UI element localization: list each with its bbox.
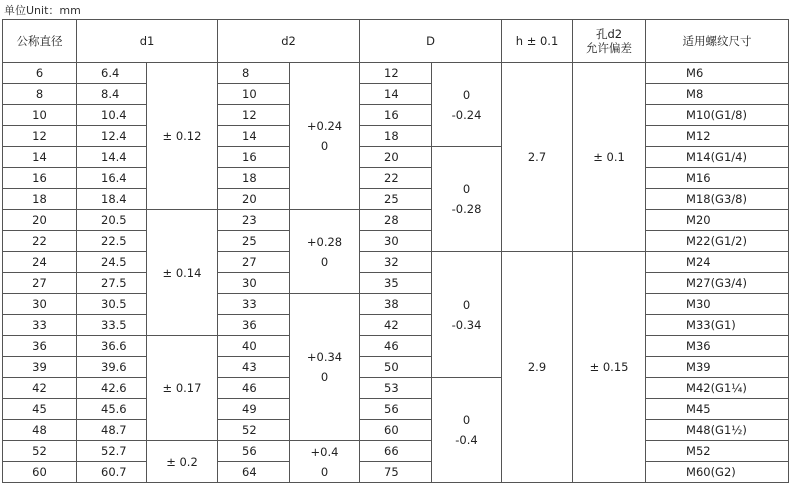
table-row <box>3 378 789 399</box>
d2-tolerance-cell-upper: +0.4 <box>310 444 339 459</box>
D-tolerance-cell-lower: -0.24 <box>451 107 482 122</box>
table-row <box>3 399 789 420</box>
d2-cell: 30 <box>218 273 290 294</box>
header-thread: 适用螺纹尺寸 <box>646 20 789 63</box>
thread-cell: M52 <box>646 441 789 462</box>
d1-cell: 6.4 <box>77 63 147 84</box>
D-tolerance-cell-lower: -0.4 <box>455 433 478 447</box>
d2-tolerance-cell-lower: 0 <box>320 464 329 479</box>
d2-cell: 56 <box>218 441 290 462</box>
header-hole-tolerance <box>573 20 646 63</box>
D-cell: 56 <box>360 399 432 420</box>
d2-cell: 12 <box>218 105 290 126</box>
D-cell: 28 <box>360 210 432 231</box>
d2-cell: 23 <box>218 210 290 231</box>
D-cell: 18 <box>360 126 432 147</box>
D-cell: 20 <box>360 147 432 168</box>
d2-cell: 46 <box>218 378 290 399</box>
thread-cell: M36 <box>646 336 789 357</box>
d1-cell: 8.4 <box>77 84 147 105</box>
hole-tolerance-cell: ± 0.15 <box>573 252 646 483</box>
d1-cell: 39.6 <box>77 357 147 378</box>
header-d1: d1 <box>77 20 218 63</box>
d1-tolerance-cell: ± 0.14 <box>147 210 218 336</box>
d2-cell: 8 <box>218 63 290 84</box>
D-cell: 50 <box>360 357 432 378</box>
d1-cell: 30.5 <box>77 294 147 315</box>
table-row <box>3 63 789 84</box>
D-tolerance-cell <box>432 63 502 147</box>
table-row <box>3 168 789 189</box>
D-cell: 16 <box>360 105 432 126</box>
d2-cell: 10 <box>218 84 290 105</box>
hole-tolerance-cell: ± 0.1 <box>573 63 646 252</box>
table-row <box>3 189 789 210</box>
header-hole-line1: 孔d2 <box>595 27 623 41</box>
header-hole-line2: 允许偏差 <box>586 41 633 55</box>
D-tolerance-cell-upper: 0 <box>462 182 471 196</box>
nominal-cell: 52 <box>3 441 77 462</box>
nominal-cell: 8 <box>3 84 77 105</box>
thread-cell: M27(G3/4) <box>646 273 789 294</box>
d2-cell: 33 <box>218 294 290 315</box>
table-row <box>3 462 789 483</box>
nominal-cell: 6 <box>3 63 77 84</box>
d2-cell: 25 <box>218 231 290 252</box>
table-row <box>3 84 789 105</box>
nominal-cell: 30 <box>3 294 77 315</box>
d2-cell: 18 <box>218 168 290 189</box>
nominal-cell: 48 <box>3 420 77 441</box>
d1-cell: 10.4 <box>77 105 147 126</box>
d1-cell: 27.5 <box>77 273 147 294</box>
d1-cell: 45.6 <box>77 399 147 420</box>
thread-cell: M45 <box>646 399 789 420</box>
table-row <box>3 315 789 336</box>
d1-cell: 22.5 <box>77 231 147 252</box>
D-tolerance-cell <box>432 252 502 378</box>
table-row <box>3 126 789 147</box>
table-row <box>3 441 789 462</box>
nominal-cell: 60 <box>3 462 77 483</box>
thread-cell: M30 <box>646 294 789 315</box>
d1-cell: 20.5 <box>77 210 147 231</box>
h-cell: 2.9 <box>502 252 573 483</box>
nominal-cell: 16 <box>3 168 77 189</box>
header-row <box>3 20 789 63</box>
D-cell: 60 <box>360 420 432 441</box>
nominal-cell: 22 <box>3 231 77 252</box>
thread-cell: M20 <box>646 210 789 231</box>
D-cell: 25 <box>360 189 432 210</box>
nominal-cell: 27 <box>3 273 77 294</box>
nominal-cell: 36 <box>3 336 77 357</box>
D-cell: 12 <box>360 63 432 84</box>
thread-cell: M12 <box>646 126 789 147</box>
D-tolerance-cell <box>432 147 502 252</box>
nominal-cell: 33 <box>3 315 77 336</box>
d1-cell: 12.4 <box>77 126 147 147</box>
table-row <box>3 252 789 273</box>
thread-cell: M24 <box>646 252 789 273</box>
d2-tolerance-cell <box>290 294 360 441</box>
thread-cell: M48(G1½) <box>646 420 789 441</box>
nominal-cell: 20 <box>3 210 77 231</box>
d1-cell: 14.4 <box>77 147 147 168</box>
table-row <box>3 210 789 231</box>
table-row <box>3 105 789 126</box>
D-cell: 53 <box>360 378 432 399</box>
d1-cell: 42.6 <box>77 378 147 399</box>
unit-label: 单位Unit：mm <box>4 4 81 17</box>
thread-cell: M39 <box>646 357 789 378</box>
d2-tolerance-cell-lower: 0 <box>320 370 329 384</box>
table-row <box>3 357 789 378</box>
d2-tolerance-cell-upper: +0.24 <box>306 119 343 133</box>
d2-tolerance-cell <box>290 210 360 294</box>
D-cell: 42 <box>360 315 432 336</box>
thread-cell: M6 <box>646 63 789 84</box>
d2-tolerance-cell-lower: 0 <box>320 139 329 153</box>
h-cell: 2.7 <box>502 63 573 252</box>
d1-cell: 16.4 <box>77 168 147 189</box>
d2-cell: 52 <box>218 420 290 441</box>
header-nominal: 公称直径 <box>3 20 77 63</box>
table-row <box>3 147 789 168</box>
header-h: h ± 0.1 <box>502 20 573 63</box>
d2-tolerance-cell-upper: +0.28 <box>306 234 343 249</box>
thread-cell: M42(G1¼) <box>646 378 789 399</box>
D-tolerance-cell-lower: -0.34 <box>451 317 482 332</box>
d2-cell: 16 <box>218 147 290 168</box>
D-tolerance-cell <box>432 378 502 483</box>
d1-cell: 48.7 <box>77 420 147 441</box>
table-row <box>3 420 789 441</box>
d2-cell: 20 <box>218 189 290 210</box>
D-cell: 75 <box>360 462 432 483</box>
d2-cell: 64 <box>218 462 290 483</box>
D-tolerance-cell-upper: 0 <box>462 413 471 427</box>
D-cell: 46 <box>360 336 432 357</box>
table-row <box>3 231 789 252</box>
d2-tolerance-cell-upper: +0.34 <box>306 350 343 364</box>
d2-cell: 43 <box>218 357 290 378</box>
D-tolerance-cell-lower: -0.28 <box>451 202 482 216</box>
d1-tolerance-cell: ± 0.17 <box>147 336 218 441</box>
D-tolerance-cell-upper: 0 <box>462 87 471 102</box>
d1-tolerance-cell: ± 0.12 <box>147 63 218 210</box>
thread-cell: M22(G1/2) <box>646 231 789 252</box>
nominal-cell: 45 <box>3 399 77 420</box>
d2-cell: 36 <box>218 315 290 336</box>
thread-cell: M60(G2) <box>646 462 789 483</box>
D-cell: 22 <box>360 168 432 189</box>
nominal-cell: 14 <box>3 147 77 168</box>
d1-cell: 52.7 <box>77 441 147 462</box>
d1-cell: 36.6 <box>77 336 147 357</box>
d1-cell: 60.7 <box>77 462 147 483</box>
d2-tolerance-cell-lower: 0 <box>320 254 329 269</box>
table-row <box>3 273 789 294</box>
nominal-cell: 12 <box>3 126 77 147</box>
thread-cell: M10(G1/8) <box>646 105 789 126</box>
d1-cell: 24.5 <box>77 252 147 273</box>
thread-cell: M18(G3/8) <box>646 189 789 210</box>
d2-cell: 27 <box>218 252 290 273</box>
thread-cell: M16 <box>646 168 789 189</box>
D-cell: 66 <box>360 441 432 462</box>
d2-tolerance-cell <box>290 441 360 483</box>
nominal-cell: 10 <box>3 105 77 126</box>
d1-tolerance-cell: ± 0.2 <box>147 441 218 483</box>
D-cell: 35 <box>360 273 432 294</box>
table-row <box>3 294 789 315</box>
D-cell: 14 <box>360 84 432 105</box>
thread-cell: M14(G1/4) <box>646 147 789 168</box>
d1-cell: 18.4 <box>77 189 147 210</box>
d1-cell: 33.5 <box>77 315 147 336</box>
table-row <box>3 336 789 357</box>
d2-cell: 49 <box>218 399 290 420</box>
thread-cell: M33(G1) <box>646 315 789 336</box>
thread-cell: M8 <box>646 84 789 105</box>
header-D: D <box>360 20 502 63</box>
nominal-cell: 18 <box>3 189 77 210</box>
d2-cell: 14 <box>218 126 290 147</box>
header-d2: d2 <box>218 20 360 63</box>
nominal-cell: 42 <box>3 378 77 399</box>
D-cell: 32 <box>360 252 432 273</box>
d2-tolerance-cell <box>290 63 360 210</box>
D-cell: 38 <box>360 294 432 315</box>
nominal-cell: 24 <box>3 252 77 273</box>
D-tolerance-cell-upper: 0 <box>462 297 471 312</box>
D-cell: 30 <box>360 231 432 252</box>
spec-table <box>2 19 789 483</box>
nominal-cell: 39 <box>3 357 77 378</box>
d2-cell: 40 <box>218 336 290 357</box>
